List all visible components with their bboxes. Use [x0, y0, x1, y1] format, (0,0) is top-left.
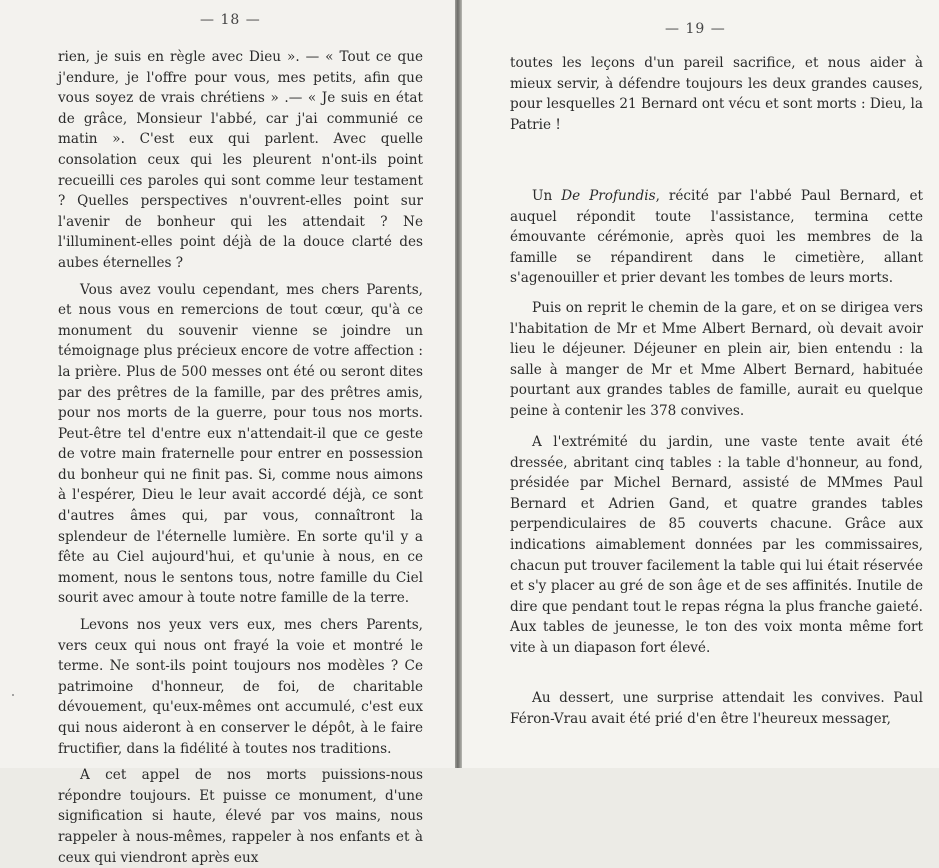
- paper-speck: [12, 694, 14, 696]
- right-paragraph-2: [510, 186, 923, 289]
- left-paragraph-3: Levons nos yeux vers eux, mes chers Parents, vers ceux qui nous ont frayé la voie et montré le terme. Ne sont-ils point toujours nos modèles ? Ce patrimoine d'honneur, de foi, de charitable dévouement, qu'eux-mêmes ont accumulé, c'est eux qui nous aideront à en conserver le dépôt, à le faire fructifier, dans la fidélité à toutes nos traditions.: [58, 617, 423, 757]
- page-number-right: — 19 —: [665, 21, 726, 37]
- p2-italic-title: De Profundis: [561, 188, 656, 204]
- left-page-text: [58, 47, 423, 868]
- page-number-left: — 18 —: [200, 12, 261, 28]
- right-paragraph-3: [510, 298, 923, 422]
- right-paragraph-5-text: Au dessert, une surprise attendait les convives. Paul Féron-Vrau avait été prié d'en être l'heureux messager,: [510, 690, 923, 727]
- right-page: [462, 0, 939, 768]
- right-paragraph-4-text: A l'extrémité du jardin, une vaste tente avait été dressée, abritant cinq tables : la table d'honneur, au fond, présidée par Michel Bernard, assisté de MMmes Paul Bernard et Adrien Gand, et quatre grandes tables perpendiculaires de 85 couverts chacune. Grâce aux indications aimablement données par les commissaires, chacun put trouver facilement la table qui lui était réservée et s'y placer au gré de son âge et de ses affinités. Inutile de dire que pendant tout le repas régna la plus franche gaieté. Aux tables de jeunesse, le ton des voix monta même fort vite à un diapason fort élevé.: [510, 434, 923, 656]
- left-paragraph-1: rien, je suis en règle avec Dieu ». — « Tout ce que j'endure, je l'offre pour vous, mes petits, afin que vous soyez de vrais chrétiens » .— « Je suis en état de grâce, Monsieur l'abbé, car j'ai communié ce matin ». C'est eux qui parlent. Avec quelle consolation ceux qui les pleurent n'ont-ils point recueilli ces paroles qui sont comme leur testament ? Quelles perspectives n'ouvrent-elles point sur l'avenir de bonheur qui les attendait ? Ne l'illuminent-elles point déjà de la douce clarté des aubes éternelles ?: [58, 49, 423, 271]
- right-paragraph-1-text: toutes les leçons d'un pareil sacrifice, et nous aider à mieux servir, à défendre toujours les deux grandes causes, pour lesquelles 21 Bernard ont vécu et sont morts : Dieu, la Patrie !: [510, 55, 923, 133]
- p2-lead: Un: [532, 188, 562, 204]
- right-paragraph-4: [510, 432, 923, 659]
- right-paragraph-3-text: Puis on reprit le chemin de la gare, et on se dirigea vers l'habitation de Mr et Mme Albert Bernard, où devait avoir lieu le déjeuner. Déjeuner en plein air, bien entendu : la salle à manger de Mr et Mme Albert Bernard, habituée pourtant aux grandes tables de famille, aurait eu quelque peine à contenir les 378 convives.: [510, 300, 923, 419]
- right-paragraph-1: [510, 53, 923, 135]
- right-paragraph-2-text: [510, 186, 923, 289]
- left-page: [0, 0, 455, 866]
- left-paragraph-2: Vous avez voulu cependant, mes chers Parents, et nous vous en remercions de tout cœur, qu'à ce monument du souvenir vienne se joindre un témoignage plus précieux encore de votre affection : la prière. Plus de 500 messes ont été ou seront dites par des prêtres de la famille, par des prêtres amis, pour nos morts de la guerre, pour tous nos morts. Peut-être tel d'entre eux n'attendait-il que ce geste de votre main fraternelle pour entrer en possession du bonheur qui ne finit pas. Si, comme nous aimons à l'espérer, Dieu le leur avait accordé déjà, ce sont d'autres âmes qui, par vous, connaîtront la splendeur de l'éternelle lumière. En sorte qu'il y a fête au Ciel aujourd'hui, et qu'unie à nous, en ce moment, nous le sentons tous, notre famille du Ciel sourit avec amour à toute notre famille de la terre.: [58, 281, 423, 607]
- left-paragraph-4: A cet appel de nos morts puissions-nous répondre toujours. Et puisse ce monument, d'une signification si haute, élevé par vos mains, nous rappeler à nous-mêmes, rappeler à nos enfants et à ceux qui viendront après eux: [58, 767, 423, 866]
- right-paragraph-5: [510, 688, 923, 729]
- p2-rest: , récité par l'abbé Paul Bernard, et auquel répondit toute l'assistance, termina cette émouvante cérémonie, après quoi les membres de la famille se répandirent dans le cimetière, allant s'agenouiller et prier devant les tombes de leurs morts.: [510, 188, 923, 287]
- book-gutter: [455, 0, 462, 768]
